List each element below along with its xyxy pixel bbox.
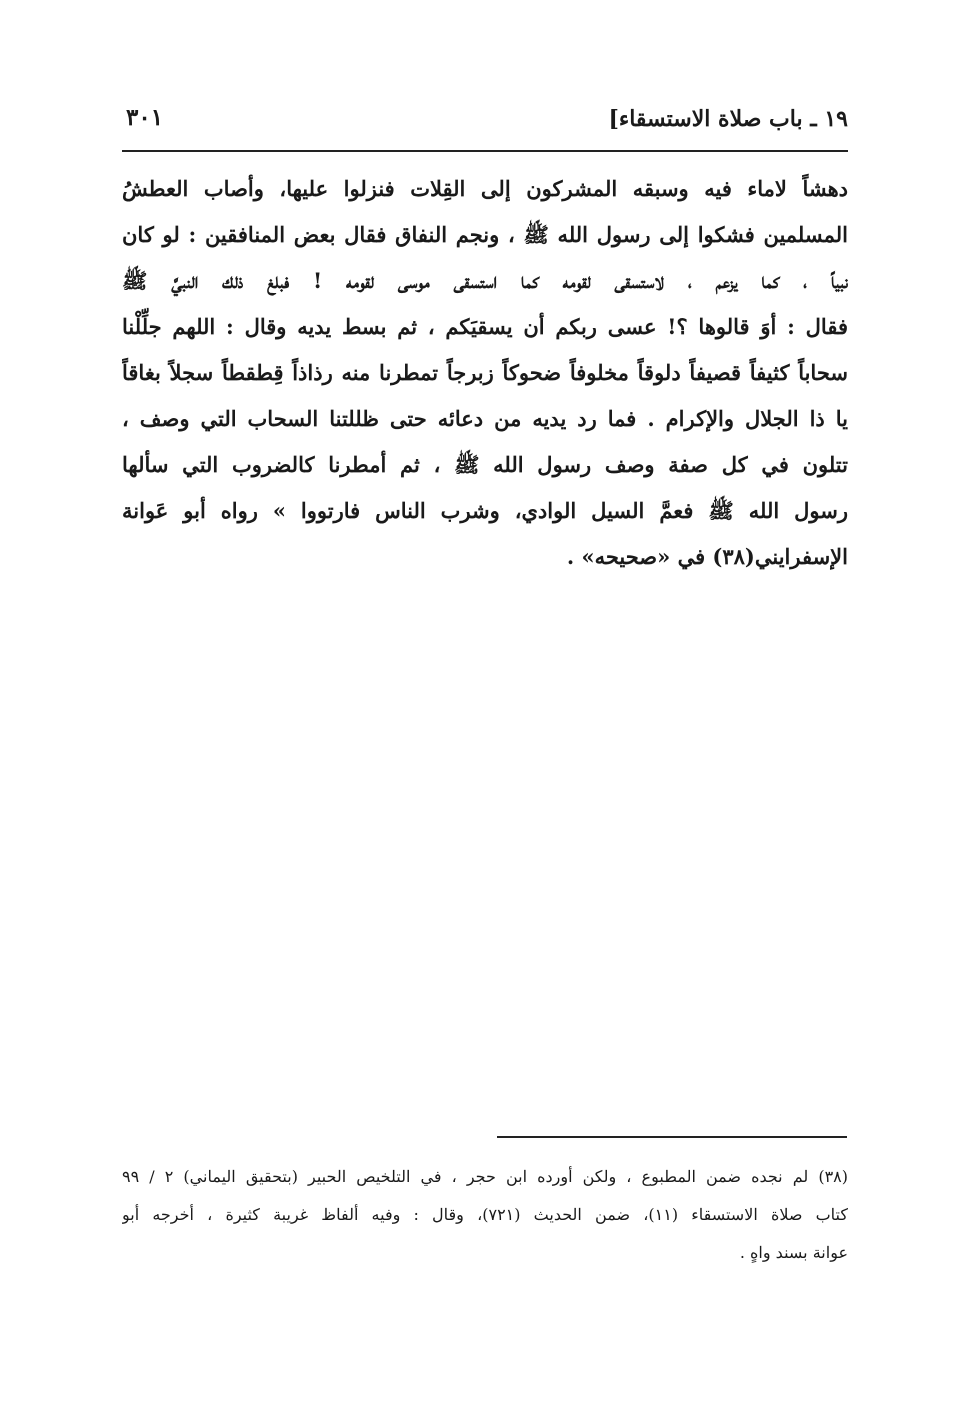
text-line: تتلون في كل صفة وصف رسول الله ﷺ ، ثم أمطرنا كالضروب التي سألها: [122, 452, 848, 477]
text-line: رسول الله ﷺ فعمَّ السيل الوادي، وشرب الناس فارتووا » رواه أبو عَوانة: [122, 498, 848, 523]
footnote-line: (٣٨) لم نجده ضمن المطبوع ، ولكن أورده ابن حجر ، في التلخيص الحبير (بتحقيق اليماني) ٢ / ٩٩: [122, 1167, 848, 1186]
text-line: فقال : أوَ قالوها ؟! عسى ربكم أن يسقيَكم ، ثم بسط يديه وقال : اللهم جلِّلْنا: [122, 314, 848, 339]
text-line: دهشاً لاماء فيه وسبقه المشركون إلى القِلات فنزلوا عليها، وأصاب العطشُ: [122, 176, 848, 201]
chapter-title: ١٩ ـ باب صلاة الاستسقاء]: [608, 106, 848, 132]
text-line: المسلمين فشكوا إلى رسول الله ﷺ ، ونجم النفاق فقال بعض المنافقين : لو كان: [122, 222, 848, 247]
main-text: [122, 166, 848, 580]
running-header: [122, 100, 848, 146]
text-line: يا ذا الجلال والإكرام . فما رد يديه من دعائه حتى ظللتنا السحاب التي وصف ،: [122, 406, 848, 431]
footnote-line: عوانة بسند واهٍ .: [739, 1243, 848, 1262]
footnote-divider: [497, 1136, 847, 1138]
header-divider: [122, 150, 848, 152]
page-number: ٣٠١: [126, 104, 164, 131]
text-line: نبياً ، كما يزعم ، لاستسقى لقومه كما استسقى موسى لقومه ! فبلغ ذلك النبيَّ ﷺ: [122, 268, 848, 293]
text-line: الإسفرايني(٣٨) في «صحيحه» .: [566, 544, 848, 569]
footnote-line: كتاب صلاة الاستسقاء (١١)، ضمن الحديث (٧٢١)، وقال : وفيه ألفاظ غريبة كثيرة ، أخرجه أبو: [122, 1205, 848, 1224]
text-line: سحاباً كثيفاً قصيفاً دلوقاً مخلوفاً ضحوكاً زبرجاً تمطرنا منه رذاذاً قِطقطاً سجلاً بغاقاً: [122, 360, 848, 385]
footnotes: [122, 1158, 848, 1272]
